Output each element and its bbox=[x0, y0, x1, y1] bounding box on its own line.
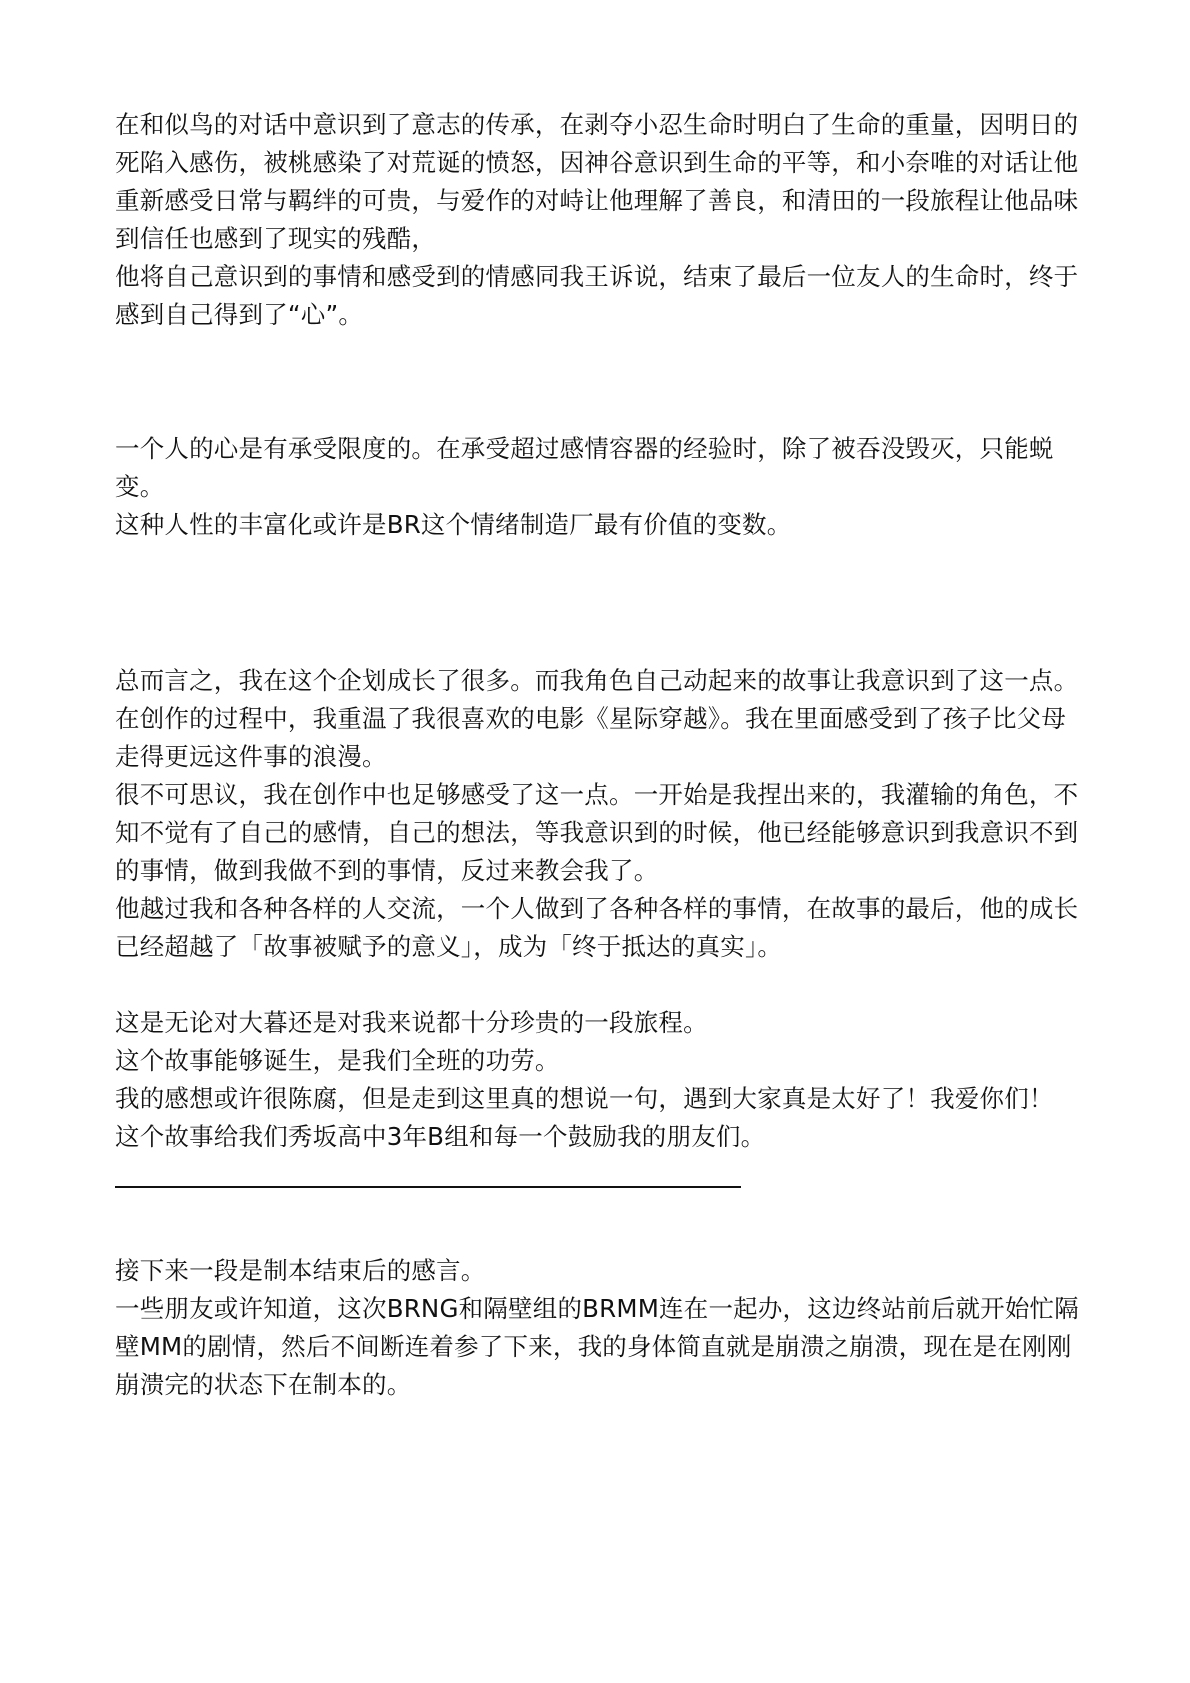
horizontal-divider bbox=[115, 1186, 741, 1188]
text-line: 接下来一段是制本结束后的感言。 bbox=[115, 1256, 486, 1285]
text-line: 总而言之，我在这个企划成长了很多。而我角色自己动起来的故事让我意识到了这一点。 bbox=[115, 666, 1079, 695]
text-line: 他将自己意识到的事情和感受到的情感同我王诉说，结束了最后一位友人的生命时，终于感到自己得到了“心”。 bbox=[115, 262, 1079, 329]
text-line: 这个故事给我们秀坂高中3年B组和每一个鼓励我的朋友们。 bbox=[115, 1122, 766, 1151]
text-line: 一个人的心是有承受限度的。在承受超过感情容器的经验时，除了被吞没毁灭，只能蜕变。 bbox=[115, 434, 1054, 501]
paragraph-conclusion bbox=[115, 662, 1085, 966]
document-body bbox=[115, 106, 1085, 1404]
paragraph-thanks bbox=[115, 1004, 1085, 1156]
paragraph-gap bbox=[115, 966, 1085, 1004]
text-line: 一些朋友或许知道，这次BRNG和隔壁组的BRMM连在一起办，这边终站前后就开始忙隔壁MM的剧情，然后不间断连着参了下来，我的身体简直就是崩溃之崩溃，现在是在刚刚崩溃完的状态下在制本的。 bbox=[115, 1294, 1079, 1399]
text-line: 很不可思议，我在创作中也足够感受了这一点。一开始是我捏出来的，我灌输的角色，不知不觉有了自己的感情，自己的想法，等我意识到的时候，他已经能够意识到我意识不到的事情，做到我做不到的事情，反过来教会我了。 bbox=[115, 780, 1079, 885]
text-line: 在和似鸟的对话中意识到了意志的传承，在剥夺小忍生命时明白了生命的重量，因明日的死陷入感伤，被桃感染了对荒诞的愤怒，因神谷意识到生命的平等，和小奈唯的对话让他重新感受日常与羁绊的可贵，与爱作的对峙让他理解了善良，和清田的一段旅程让他品味到信任也感到了现实的残酷， bbox=[115, 110, 1079, 253]
text-line: 这种人性的丰富化或许是BR这个情绪制造厂最有价值的变数。 bbox=[115, 510, 792, 539]
text-line: 他越过我和各种各样的人交流，一个人做到了各种各样的事情，在故事的最后，他的成长已经超越了「故事被赋予的意义」，成为「终于抵达的真实」。 bbox=[115, 894, 1079, 961]
text-line: 我的感想或许很陈腐，但是走到这里真的想说一句，遇到大家真是太好了！我爱你们！ bbox=[115, 1084, 1054, 1113]
text-line: 这是无论对大暮还是对我来说都十分珍贵的一段旅程。 bbox=[115, 1008, 708, 1037]
text-line: 这个故事能够诞生，是我们全班的功劳。 bbox=[115, 1046, 560, 1075]
paragraph-growth-journey bbox=[115, 106, 1085, 334]
paragraph-gap bbox=[115, 544, 1085, 662]
paragraph-heart-limit bbox=[115, 430, 1085, 544]
paragraph-afterword bbox=[115, 1252, 1085, 1404]
paragraph-gap bbox=[115, 334, 1085, 430]
text-line: 在创作的过程中，我重温了我很喜欢的电影《星际穿越》。我在里面感受到了孩子比父母走得更远这件事的浪漫。 bbox=[115, 704, 1067, 771]
